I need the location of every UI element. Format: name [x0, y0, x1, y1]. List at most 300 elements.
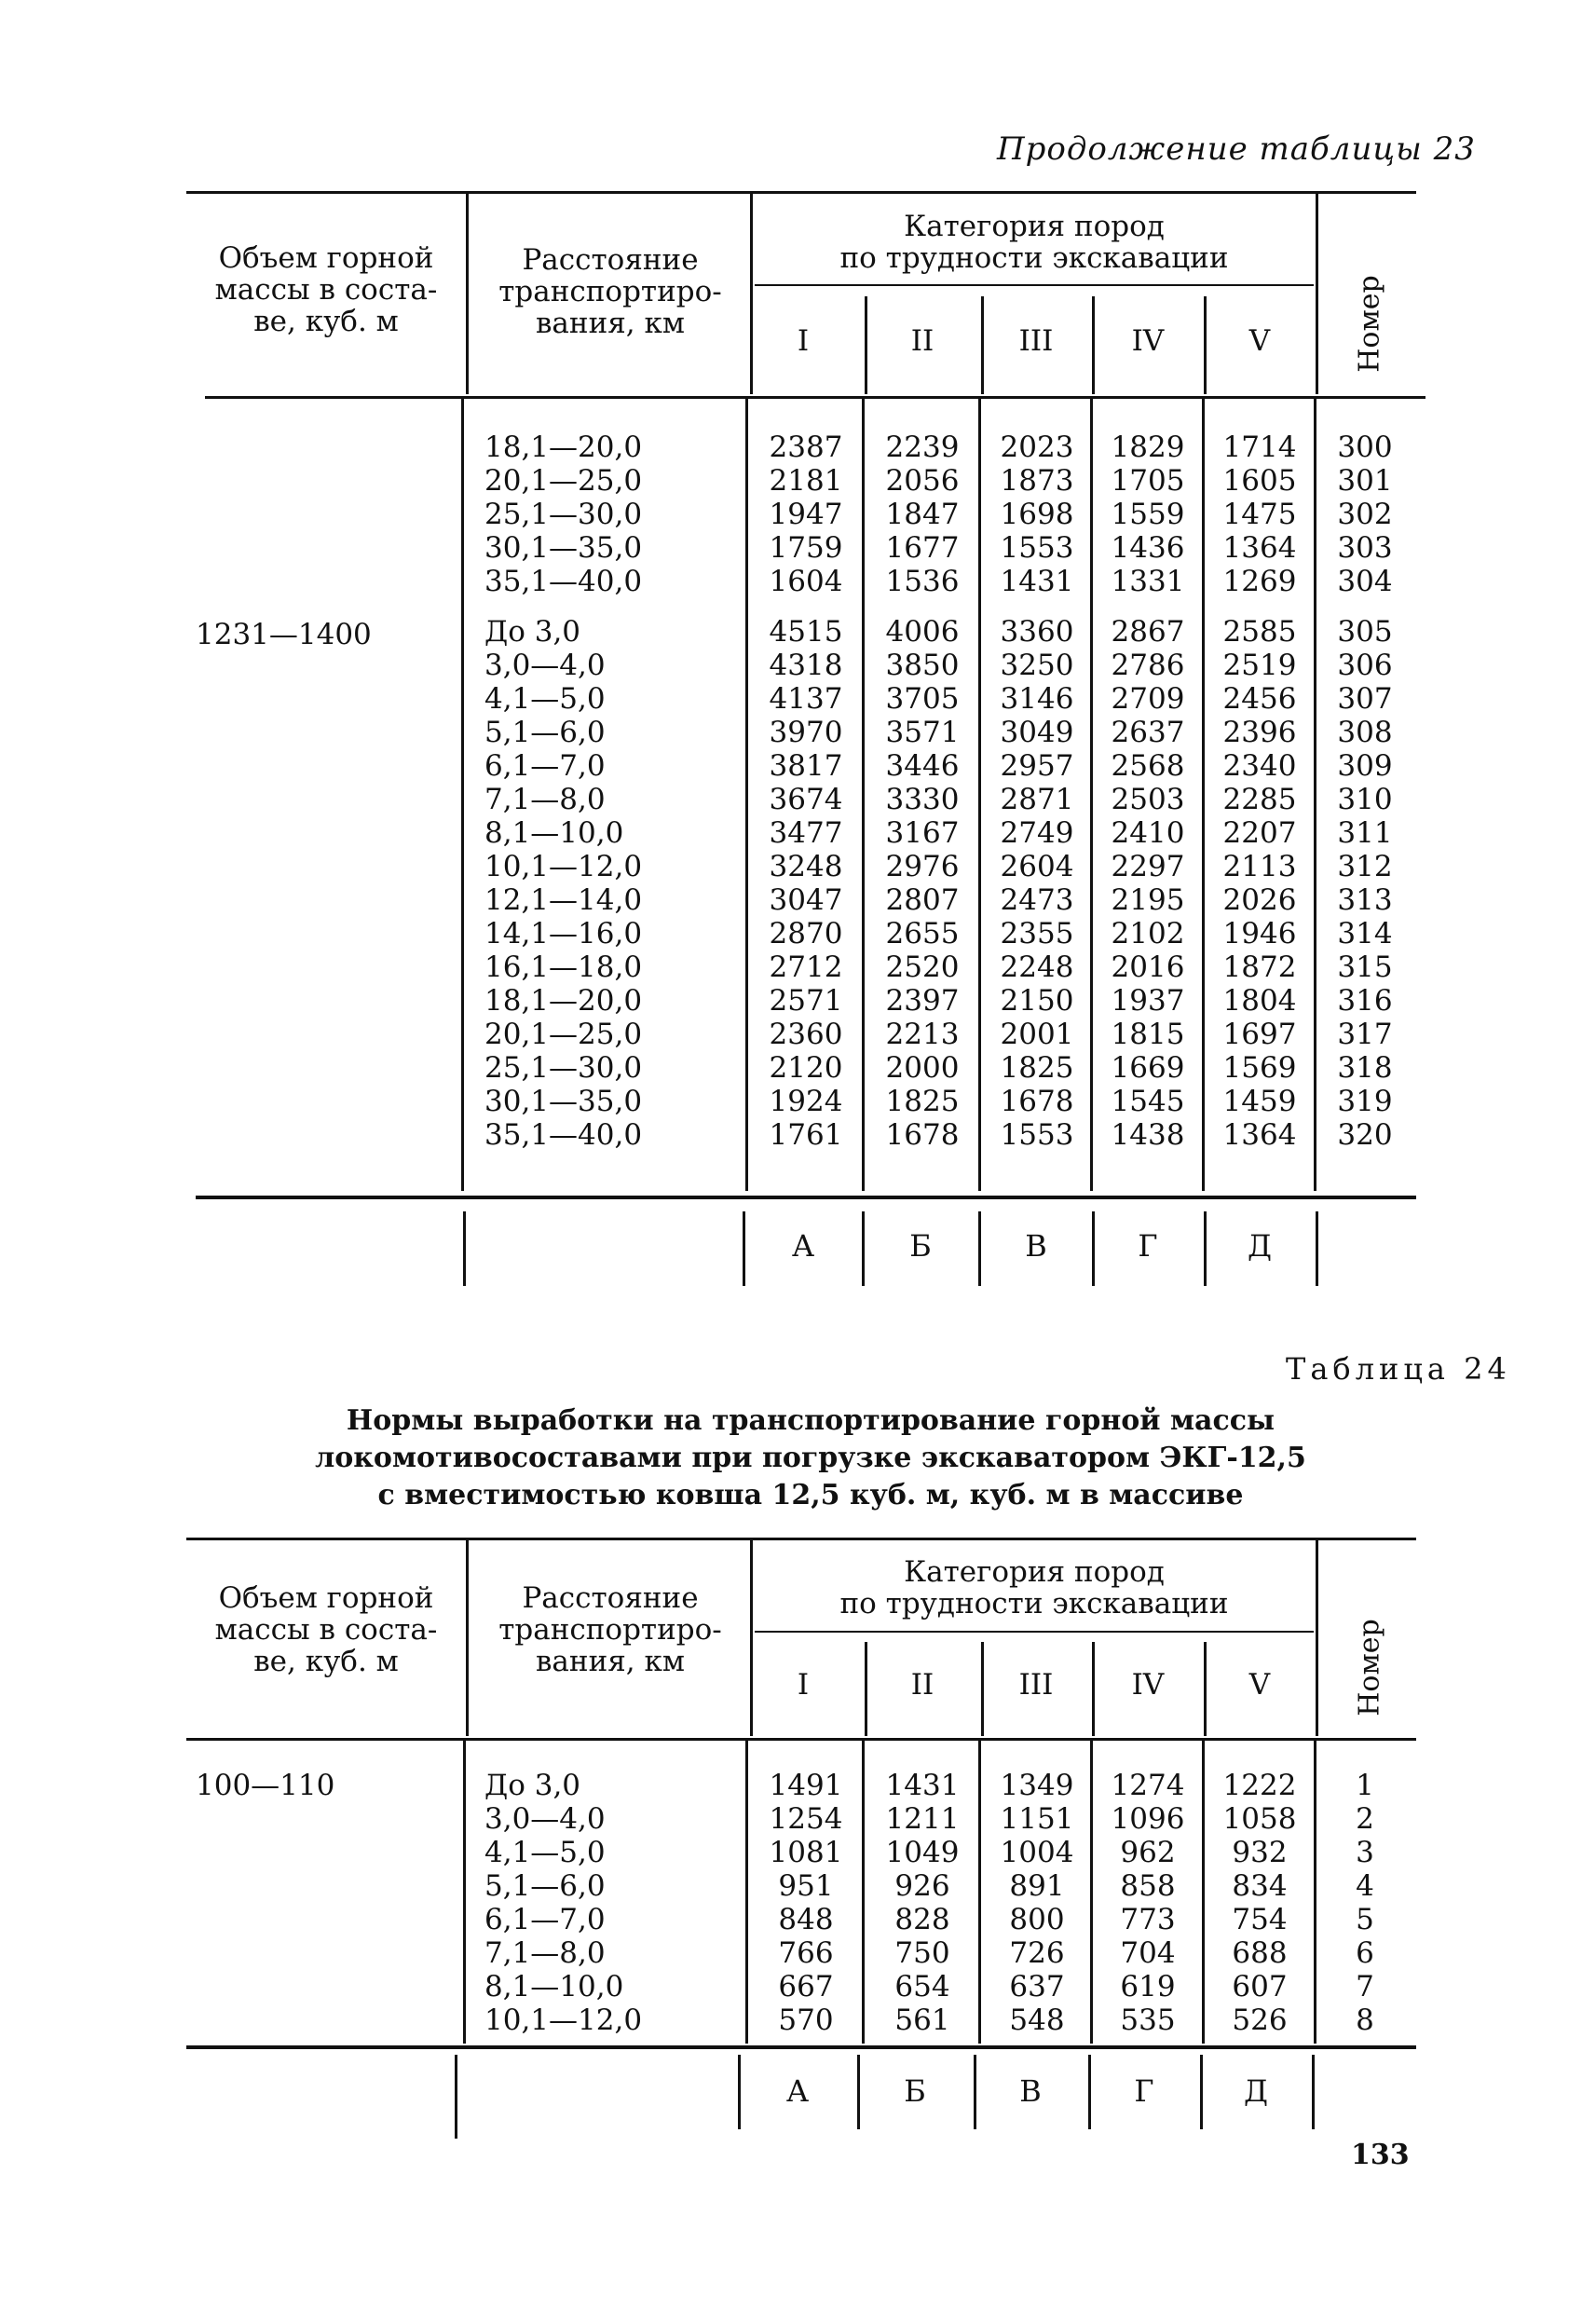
table-cell: 3248: [769, 850, 843, 883]
table-cell: 310: [1337, 783, 1393, 816]
table-cell: 3,0—4,0: [484, 649, 606, 682]
table-cell: 1759: [769, 531, 843, 565]
table-cell: 10,1—12,0: [484, 2003, 643, 2037]
table-cell: 314: [1337, 917, 1393, 950]
table-cell: 932: [1232, 1836, 1288, 1869]
table-cell: 1605: [1222, 464, 1297, 498]
table-cell: 4,1—5,0: [484, 1836, 606, 1869]
table-cell: 3: [1356, 1836, 1374, 1869]
table-cell: 5: [1356, 1903, 1374, 1936]
t23-g1-col-IV: [1097, 431, 1199, 598]
table-cell: 301: [1337, 464, 1393, 498]
t24-vline: [745, 1741, 748, 2044]
table-cell: 1604: [769, 565, 843, 598]
table-cell: 1825: [885, 1085, 960, 1118]
table-cell: 2239: [885, 431, 960, 464]
table-cell: 2396: [1222, 716, 1297, 749]
table-cell: 320: [1337, 1118, 1393, 1152]
t23-vline: [978, 399, 981, 1191]
table-cell: 1872: [1222, 950, 1297, 984]
table-cell: 3446: [885, 749, 960, 783]
table-cell: 1924: [769, 1085, 843, 1118]
table-cell: 309: [1337, 749, 1393, 783]
table-cell: 2023: [1000, 431, 1074, 464]
table-cell: 25,1—30,0: [484, 498, 643, 531]
table-cell: 318: [1337, 1051, 1393, 1085]
table-cell: 6: [1356, 1936, 1374, 1970]
table-cell: 1004: [1000, 1836, 1074, 1869]
table-cell: 30,1—35,0: [484, 531, 643, 565]
table-cell: 18,1—20,0: [484, 431, 643, 464]
t24-header-category: [755, 1556, 1314, 1620]
table-cell: 2807: [885, 883, 960, 917]
t24-vline: [1316, 1540, 1318, 1736]
table-cell: 1431: [885, 1769, 960, 1802]
t23-category-rule: [755, 284, 1314, 286]
table-cell: 3817: [769, 749, 843, 783]
table-cell: 2520: [885, 950, 960, 984]
table-cell: 2297: [1111, 850, 1185, 883]
table-cell: 5,1—6,0: [484, 716, 606, 749]
t23-g1-distance-column: [484, 431, 642, 598]
table-cell: 1698: [1000, 498, 1074, 531]
table-cell: 2213: [885, 1018, 960, 1051]
t23-header-bottom-rule: [205, 396, 1425, 399]
header-roman-V: V: [1248, 324, 1271, 358]
table-cell: 607: [1232, 1970, 1288, 2003]
table-cell: 2867: [1111, 615, 1185, 649]
t23-top-rule: [186, 191, 1416, 194]
table-cell: 4,1—5,0: [484, 682, 606, 716]
t24-header-volume: [191, 1582, 461, 1677]
table-cell: 1096: [1111, 1802, 1185, 1836]
table-cell: 773: [1120, 1903, 1176, 1936]
header-volume: [191, 242, 461, 337]
table-cell: 1491: [769, 1769, 843, 1802]
table-cell: 834: [1232, 1869, 1288, 1903]
table-cell: 3674: [769, 783, 843, 816]
table-cell: 2056: [885, 464, 960, 498]
table-cell: 16,1—18,0: [484, 950, 643, 984]
table-cell: 319: [1337, 1085, 1393, 1118]
table-cell: 4006: [885, 615, 960, 649]
table-cell: 1714: [1222, 431, 1297, 464]
table-cell: 3250: [1000, 649, 1074, 682]
table-cell: 1545: [1111, 1085, 1185, 1118]
header-volume-line: Объем горной: [218, 241, 434, 275]
table-cell: 619: [1120, 1970, 1176, 2003]
t23-vline: [1090, 399, 1093, 1191]
table-cell: 305: [1337, 615, 1393, 649]
t24-vline: [1092, 1642, 1095, 1736]
t24-vline: [978, 1741, 981, 2044]
table-cell: 704: [1120, 1936, 1176, 1970]
t23-g1-col-V: [1208, 431, 1311, 598]
table-cell: 7: [1356, 1970, 1374, 2003]
table-cell: 766: [778, 1936, 834, 1970]
table-cell: 2285: [1222, 783, 1297, 816]
table-24-caption: [186, 1402, 1435, 1514]
table-cell: 4515: [769, 615, 843, 649]
t24-vline: [974, 2055, 976, 2129]
table-cell: 2001: [1000, 1018, 1074, 1051]
t24-category-rule: [755, 1631, 1314, 1633]
table-cell: 667: [778, 1970, 834, 2003]
t23-vline: [978, 1211, 981, 1286]
t24-footer-letter-B: Б: [904, 2073, 926, 2109]
table-cell: 3970: [769, 716, 843, 749]
header-category-line: по трудности экскавации: [839, 241, 1229, 275]
table-cell: 5,1—6,0: [484, 1869, 606, 1903]
table-cell: 1211: [885, 1802, 960, 1836]
table-cell: 7,1—8,0: [484, 783, 606, 816]
table-cell: 858: [1120, 1869, 1176, 1903]
t24-header-roman-V: V: [1248, 1668, 1271, 1702]
table-cell: 316: [1337, 984, 1393, 1018]
table-cell: 1081: [769, 1836, 843, 1869]
table-cell: 1559: [1111, 498, 1185, 531]
table-cell: 891: [1009, 1869, 1065, 1903]
table-cell: 3360: [1000, 615, 1074, 649]
table-cell: 12,1—14,0: [484, 883, 643, 917]
table-cell: 2637: [1111, 716, 1185, 749]
table-cell: 1436: [1111, 531, 1185, 565]
header-distance-line: транспортиро-: [498, 275, 722, 308]
table-cell: 2016: [1111, 950, 1185, 984]
table-cell: 2503: [1111, 783, 1185, 816]
t24-col-V: [1208, 1769, 1311, 2037]
table-cell: 1459: [1222, 1085, 1297, 1118]
table-cell: 3705: [885, 682, 960, 716]
table-cell: 726: [1009, 1936, 1065, 1970]
table-cell: 2026: [1222, 883, 1297, 917]
t24-header-roman-II: II: [910, 1668, 934, 1702]
t23-g2-col-IV: [1097, 615, 1199, 1152]
table-cell: 1937: [1111, 984, 1185, 1018]
table-cell: 2113: [1222, 850, 1297, 883]
table-cell: 20,1—25,0: [484, 1018, 643, 1051]
table-cell: 2709: [1111, 682, 1185, 716]
table-cell: 4318: [769, 649, 843, 682]
table-cell: 951: [778, 1869, 834, 1903]
table-cell: 688: [1232, 1936, 1288, 1970]
t24-col-I: [755, 1769, 857, 2037]
t24-col-II: [871, 1769, 974, 2037]
table-cell: 3850: [885, 649, 960, 682]
table-cell: 35,1—40,0: [484, 1118, 643, 1152]
table-cell: 3,0—4,0: [484, 1802, 606, 1836]
table-cell: 14,1—16,0: [484, 917, 643, 950]
table-cell: 3571: [885, 716, 960, 749]
t24-footer-letter-A: А: [785, 2073, 810, 2109]
header-category-line: по трудности экскавации: [839, 1587, 1229, 1620]
t24-header-roman-III: III: [1018, 1668, 1054, 1702]
table-cell: 306: [1337, 649, 1393, 682]
table-cell: 1364: [1222, 531, 1297, 565]
table-cell: 10,1—12,0: [484, 850, 643, 883]
t23-g1-number-column: [1323, 431, 1407, 598]
table-cell: 25,1—30,0: [484, 1051, 643, 1085]
t24-vline: [463, 1741, 466, 2044]
t23-vline: [1316, 194, 1318, 394]
table-cell: 6,1—7,0: [484, 749, 606, 783]
header-distance: [471, 244, 750, 339]
t24-header-distance: [471, 1582, 750, 1677]
table-cell: 313: [1337, 883, 1393, 917]
header-number: Номер: [1353, 275, 1386, 373]
table-cell: 828: [894, 1903, 950, 1936]
t23-footer-letter-V: В: [1025, 1228, 1047, 1264]
t24-vline: [981, 1642, 984, 1736]
t24-header-roman-I: I: [797, 1668, 810, 1702]
t24-vline: [750, 1540, 753, 1736]
t24-vline: [1088, 2055, 1091, 2129]
t23-vline: [750, 194, 753, 394]
t23-vline: [1092, 1211, 1095, 1286]
t23-vline: [1314, 399, 1316, 1191]
table-cell: 2387: [769, 431, 843, 464]
header-roman-III: III: [1018, 324, 1054, 358]
table-cell: 2340: [1222, 749, 1297, 783]
table-cell: 3146: [1000, 682, 1074, 716]
table-cell: 535: [1120, 2003, 1176, 2037]
table-cell: 1222: [1222, 1769, 1297, 1802]
table-cell: 1829: [1111, 431, 1185, 464]
t23-body-bottom-rule: [196, 1196, 1416, 1199]
table-cell: 1804: [1222, 984, 1297, 1018]
table-cell: 2568: [1111, 749, 1185, 783]
table-cell: 1364: [1222, 1118, 1297, 1152]
table-cell: 1678: [885, 1118, 960, 1152]
t24-col-IV: [1097, 1769, 1199, 2037]
t24-vline: [1202, 1741, 1205, 2044]
table-cell: 3477: [769, 816, 843, 850]
t24-vline: [1200, 2055, 1203, 2129]
header-distance-line: вания, км: [535, 307, 685, 340]
t23-vline: [1204, 296, 1207, 394]
table-cell: 1274: [1111, 1769, 1185, 1802]
table-cell: 561: [894, 2003, 950, 2037]
header-volume-line: ве, куб. м: [253, 305, 399, 338]
t24-footer-letter-G: Г: [1134, 2073, 1154, 2109]
table-cell: 304: [1337, 565, 1393, 598]
table-cell: 637: [1009, 1970, 1065, 2003]
table-cell: 2957: [1000, 749, 1074, 783]
t23-g2-col-III: [986, 615, 1088, 1152]
table-cell: 317: [1337, 1018, 1393, 1051]
caption-line: Нормы выработки на транспортирование горной массы: [346, 1404, 1275, 1437]
table-cell: 526: [1232, 2003, 1288, 2037]
t24-distance-column: [484, 1769, 642, 2037]
table-cell: 1825: [1000, 1051, 1074, 1085]
t23-vline: [1202, 399, 1205, 1191]
table-cell: 750: [894, 1936, 950, 1970]
t24-vline: [1204, 1642, 1207, 1736]
t23-footer-letter-B: Б: [909, 1228, 932, 1264]
caption-line: с вместимостью ковша 12,5 куб. м, куб. м в массиве: [377, 1479, 1244, 1511]
t24-number-column: [1323, 1769, 1407, 2037]
t24-vline: [738, 2055, 741, 2129]
table-cell: 2181: [769, 464, 843, 498]
table-cell: 2786: [1111, 649, 1185, 682]
table-cell: 308: [1337, 716, 1393, 749]
table-cell: 3167: [885, 816, 960, 850]
table-cell: 6,1—7,0: [484, 1903, 606, 1936]
table-cell: 307: [1337, 682, 1393, 716]
table-cell: 1269: [1222, 565, 1297, 598]
table-cell: 20,1—25,0: [484, 464, 643, 498]
table-cell: 848: [778, 1903, 834, 1936]
t24-vline: [1312, 2055, 1315, 2129]
t23-g2-distance-column: [484, 615, 642, 1152]
t23-vline: [463, 1211, 466, 1286]
table-cell: 1705: [1111, 464, 1185, 498]
table-cell: 1058: [1222, 1802, 1297, 1836]
t23-g1-col-III: [986, 431, 1088, 598]
table-cell: 1475: [1222, 498, 1297, 531]
table-cell: 2749: [1000, 816, 1074, 850]
table-cell: 1536: [885, 565, 960, 598]
table-cell: 2248: [1000, 950, 1074, 984]
t24-volume-range: 100—110: [196, 1769, 335, 1802]
t24-footer-letter-V: В: [1019, 2073, 1042, 2109]
t24-footer-letter-D: Д: [1243, 2073, 1268, 2109]
table-cell: 1431: [1000, 565, 1074, 598]
t23-vline: [461, 399, 464, 1191]
t24-header-roman-IV: IV: [1131, 1668, 1165, 1702]
table-cell: 18,1—20,0: [484, 984, 643, 1018]
table-cell: 1151: [1000, 1802, 1074, 1836]
table-cell: 8,1—10,0: [484, 816, 624, 850]
header-distance-line: вания, км: [535, 1645, 685, 1678]
table-cell: 4137: [769, 682, 843, 716]
continuation-title: Продолжение таблицы 23: [997, 130, 1476, 168]
t23-vline: [981, 296, 984, 394]
t24-vline: [455, 2055, 457, 2139]
table-cell: 754: [1232, 1903, 1288, 1936]
table-cell: 1049: [885, 1836, 960, 1869]
table-cell: 1438: [1111, 1118, 1185, 1152]
header-category-line: Категория пород: [904, 210, 1165, 243]
table-cell: 2712: [769, 950, 843, 984]
header-roman-II: II: [910, 324, 934, 358]
table-cell: 302: [1337, 498, 1393, 531]
t23-g1-col-II: [871, 431, 974, 598]
header-volume-line: массы в соста-: [214, 273, 438, 307]
t24-vline: [865, 1642, 867, 1736]
table-cell: 1254: [769, 1802, 843, 1836]
header-roman-IV: IV: [1131, 324, 1165, 358]
t23-vline: [745, 399, 748, 1191]
table-cell: 8,1—10,0: [484, 1970, 624, 2003]
table-cell: 3047: [769, 883, 843, 917]
table-cell: 2102: [1111, 917, 1185, 950]
table-cell: До 3,0: [484, 615, 581, 649]
table-cell: 1873: [1000, 464, 1074, 498]
header-category-line: Категория пород: [904, 1555, 1165, 1589]
table-cell: 2604: [1000, 850, 1074, 883]
table-cell: 2207: [1222, 816, 1297, 850]
header-volume-line: ве, куб. м: [253, 1645, 399, 1678]
t24-top-rule: [186, 1538, 1416, 1540]
table-cell: 654: [894, 1970, 950, 2003]
t23-vline: [1204, 1211, 1207, 1286]
t23-vline: [862, 1211, 865, 1286]
t23-footer-letter-A: А: [791, 1228, 815, 1264]
t23-footer-letter-D: Д: [1247, 1228, 1272, 1264]
table-cell: 300: [1337, 431, 1393, 464]
table-cell: 2519: [1222, 649, 1297, 682]
table-cell: 35,1—40,0: [484, 565, 643, 598]
table-cell: 1: [1356, 1769, 1374, 1802]
table-cell: 4: [1356, 1869, 1374, 1903]
t23-g2-col-II: [871, 615, 974, 1152]
table-cell: 2: [1356, 1802, 1374, 1836]
table-cell: 926: [894, 1869, 950, 1903]
table-cell: 2571: [769, 984, 843, 1018]
t24-col-III: [986, 1769, 1088, 2037]
table-cell: 2410: [1111, 816, 1185, 850]
t23-vline: [865, 296, 867, 394]
t23-g1-col-I: [755, 431, 857, 598]
t24-body-bottom-rule: [186, 2045, 1416, 2049]
page-number: 133: [1351, 2139, 1410, 2171]
table-cell: 2355: [1000, 917, 1074, 950]
table-cell: 548: [1009, 2003, 1065, 2037]
table-cell: 1947: [769, 498, 843, 531]
table-cell: 800: [1009, 1903, 1065, 1936]
table-cell: 1331: [1111, 565, 1185, 598]
header-roman-I: I: [797, 324, 810, 358]
header-volume-line: массы в соста-: [214, 1613, 438, 1647]
table-cell: 2871: [1000, 783, 1074, 816]
table-cell: 3049: [1000, 716, 1074, 749]
table-cell: 7,1—8,0: [484, 1936, 606, 1970]
table-cell: 2870: [769, 917, 843, 950]
table-24-label: Таблица 24: [1286, 1351, 1511, 1387]
t24-header-bottom-rule: [186, 1738, 1416, 1741]
table-cell: 1669: [1111, 1051, 1185, 1085]
table-cell: 2976: [885, 850, 960, 883]
table-cell: До 3,0: [484, 1769, 581, 1802]
table-cell: 8: [1356, 2003, 1374, 2037]
table-cell: 2000: [885, 1051, 960, 1085]
table-cell: 312: [1337, 850, 1393, 883]
table-cell: 1553: [1000, 1118, 1074, 1152]
table-cell: 2195: [1111, 883, 1185, 917]
table-cell: 1553: [1000, 531, 1074, 565]
header-volume-line: Объем горной: [218, 1581, 434, 1615]
table-cell: 315: [1337, 950, 1393, 984]
table-cell: 1946: [1222, 917, 1297, 950]
t23-vline: [1316, 1211, 1318, 1286]
table-cell: 2585: [1222, 615, 1297, 649]
table-cell: 2150: [1000, 984, 1074, 1018]
table-cell: 30,1—35,0: [484, 1085, 643, 1118]
header-distance-line: транспортиро-: [498, 1613, 722, 1647]
t24-vline: [466, 1540, 469, 1736]
table-cell: 962: [1120, 1836, 1176, 1869]
t23-vline: [1092, 296, 1095, 394]
table-cell: 2655: [885, 917, 960, 950]
t24-header-number: Номер: [1353, 1619, 1386, 1716]
t23-vline: [743, 1211, 745, 1286]
table-cell: 3330: [885, 783, 960, 816]
t23-vline: [466, 194, 469, 394]
table-cell: 1569: [1222, 1051, 1297, 1085]
caption-line: локомотивосоставами при погрузке экскаватором ЭКГ-12,5: [315, 1442, 1306, 1474]
t23-g2-col-I: [755, 615, 857, 1152]
